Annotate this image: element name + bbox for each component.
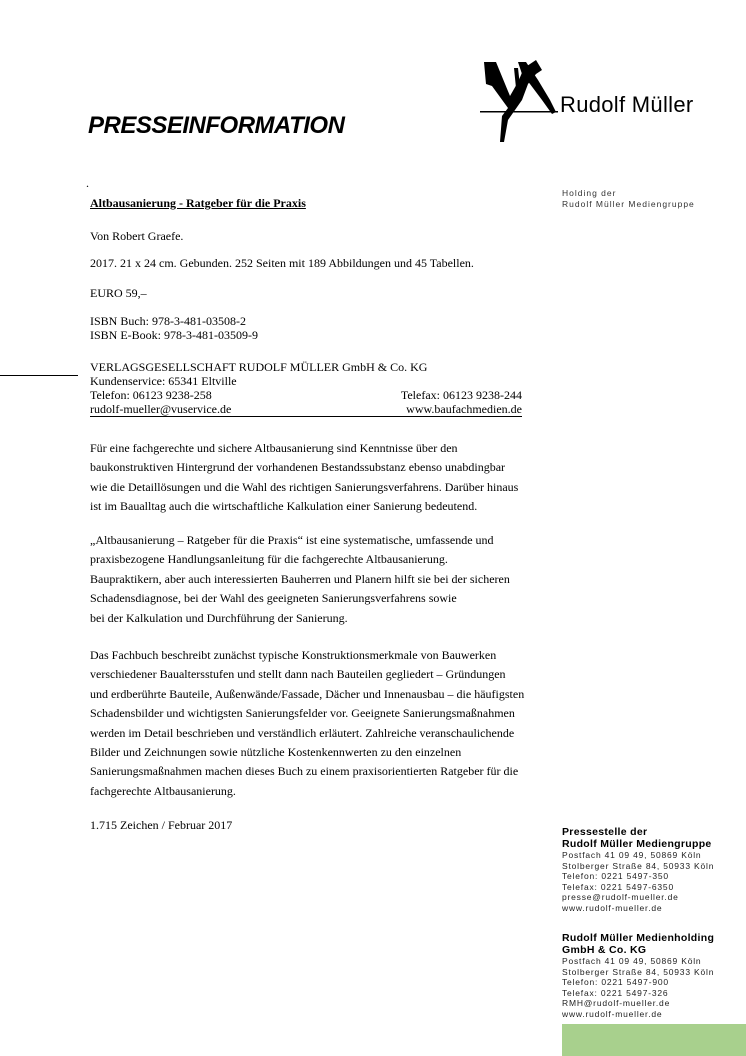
bullet-dot: . <box>86 176 89 190</box>
holding-line: Telefax: 0221 5497-326 <box>562 987 669 998</box>
publisher-web-row <box>90 402 522 417</box>
holding-line: Telefon: 0221 5497-900 <box>562 977 669 988</box>
holding-contact <box>562 932 714 1020</box>
paragraph-line: ist im Baualltag auch die wirtschaftliche Kalkulation einer Sanierung bedeutend. <box>90 499 478 514</box>
paragraph-line: Schadensbilder und wichtigsten Sanierungsfelder vor. Geeignete Sanierungsmaßnahmen <box>90 706 515 721</box>
holding-line: Stolberger Straße 84, 50933 Köln <box>562 966 715 977</box>
holding-heading: Rudolf Müller Medienholding <box>562 932 715 944</box>
isbn-ebook: ISBN E-Book: 978-3-481-03509-9 <box>90 328 258 342</box>
paragraph-line: verschiedener Baualtersstufen und stellt dann nach Bauteilen gegliedert – Gründungen <box>90 667 506 682</box>
paragraph-line: wie die Detaillösungen und die Wahl des richtigen Sanierungsverfahrens. Darüber hinaus <box>90 479 519 494</box>
press-office-line: Stolberger Straße 84, 50933 Köln <box>562 860 715 871</box>
holding-heading: GmbH & Co. KG <box>562 944 647 956</box>
paragraph-line: Baupraktikern, aber auch interessierten Bauherren und Planern hilft sie bei der sicheren <box>90 571 510 586</box>
logo-wordmark: Rudolf Müller <box>560 92 694 117</box>
press-office-heading: Pressestelle der <box>562 826 648 838</box>
publisher-service: Kundenservice: 65341 Eltville <box>90 374 237 388</box>
publisher-name: VERLAGSGESELLSCHAFT RUDOLF MÜLLER GmbH & Co. KG <box>90 360 428 374</box>
paragraph-line: bei der Kalkulation und Durchführung der Sanierung. <box>90 610 348 625</box>
paragraph-line: baukonstruktiven Hintergrund der vorhandenen Bestandssubstanz ebenso unabdingbar <box>90 460 506 475</box>
paragraph-line: fachgerechte Altbausanierung. <box>90 783 236 798</box>
holding-line: Holding der <box>562 188 617 198</box>
publisher-website[interactable]: www.baufachmedien.de <box>406 402 522 416</box>
paragraph-line: Bilder und Zeichnungen sowie nützliche Kostenkennwerten zu den einzelnen <box>90 745 462 760</box>
press-office-email[interactable]: presse@rudolf-mueller.de <box>562 892 679 903</box>
paragraph-line: praxisbezogene Handlungsanleitung für die fachgerechte Altbausanierung. <box>90 552 448 567</box>
paragraph-line: Sanierungsmaßnahmen machen dieses Buch zu einem praxisorientierten Ratgeber für die <box>90 764 519 779</box>
book-specs: 2017. 21 x 24 cm. Gebunden. 252 Seiten mit 189 Abbildungen und 45 Tabellen. <box>90 256 474 270</box>
press-office-website[interactable]: www.rudolf-mueller.de <box>562 902 663 913</box>
paragraph-line: Schadensdiagnose, bei der Wahl des geeigneten Sanierungsverfahrens sowie <box>90 591 457 606</box>
paragraph-line: Das Fachbuch beschreibt zunächst typische Konstruktionsmerkmale von Bauwerken <box>90 648 497 662</box>
paragraph-details <box>90 646 524 801</box>
paragraph-intro <box>90 439 518 517</box>
book-title: Altbausanierung - Ratgeber für die Praxis <box>90 196 306 210</box>
publisher-email[interactable]: rudolf-mueller@vuservice.de <box>90 402 232 416</box>
isbn-block <box>90 314 258 342</box>
press-office-line: Telefon: 0221 5497-350 <box>562 871 669 882</box>
holding-email[interactable]: RMH@rudolf-mueller.de <box>562 998 671 1009</box>
paragraph-line: werden im Detail beschrieben und verständlich erläutert. Zahlreiche veranschaulichende <box>90 725 515 740</box>
press-office-contact <box>562 826 714 914</box>
paragraph-line: Für eine fachgerechte und sichere Altbausanierung sind Kenntnisse über den <box>90 441 458 455</box>
left-rule <box>0 375 78 376</box>
book-price: EURO 59,– <box>90 286 147 300</box>
press-office-heading: Rudolf Müller Mediengruppe <box>562 838 712 850</box>
press-office-line: Postfach 41 09 49, 50869 Köln <box>562 850 702 860</box>
holding-note <box>562 188 695 209</box>
paragraph-summary <box>90 531 510 628</box>
page-title: PRESSEINFORMATION <box>88 112 345 139</box>
holding-line: Postfach 41 09 49, 50869 Köln <box>562 956 702 966</box>
isbn-print: ISBN Buch: 978-3-481-03508-2 <box>90 314 246 328</box>
holding-line: Rudolf Müller Mediengruppe <box>562 198 695 209</box>
publisher-phone: Telefon: 06123 9238-258 <box>90 388 212 402</box>
holding-website[interactable]: www.rudolf-mueller.de <box>562 1008 663 1019</box>
publisher-phone-row <box>90 388 522 402</box>
paragraph-line: „Altbausanierung – Ratgeber für die Praxis“ ist eine systematische, umfassende und <box>90 533 494 547</box>
press-office-line: Telefax: 0221 5497-6350 <box>562 881 674 892</box>
character-count-date: 1.715 Zeichen / Februar 2017 <box>90 818 233 832</box>
publisher-fax: Telefax: 06123 9238-244 <box>400 388 522 402</box>
book-author: Von Robert Graefe. <box>90 229 184 243</box>
paragraph-line: und erdberührte Bauteile, Außenwände/Fassade, Dächer und Innenausbau – die häufigsten <box>90 686 525 701</box>
accent-green-box <box>562 1024 746 1056</box>
publisher-contact <box>90 374 522 417</box>
